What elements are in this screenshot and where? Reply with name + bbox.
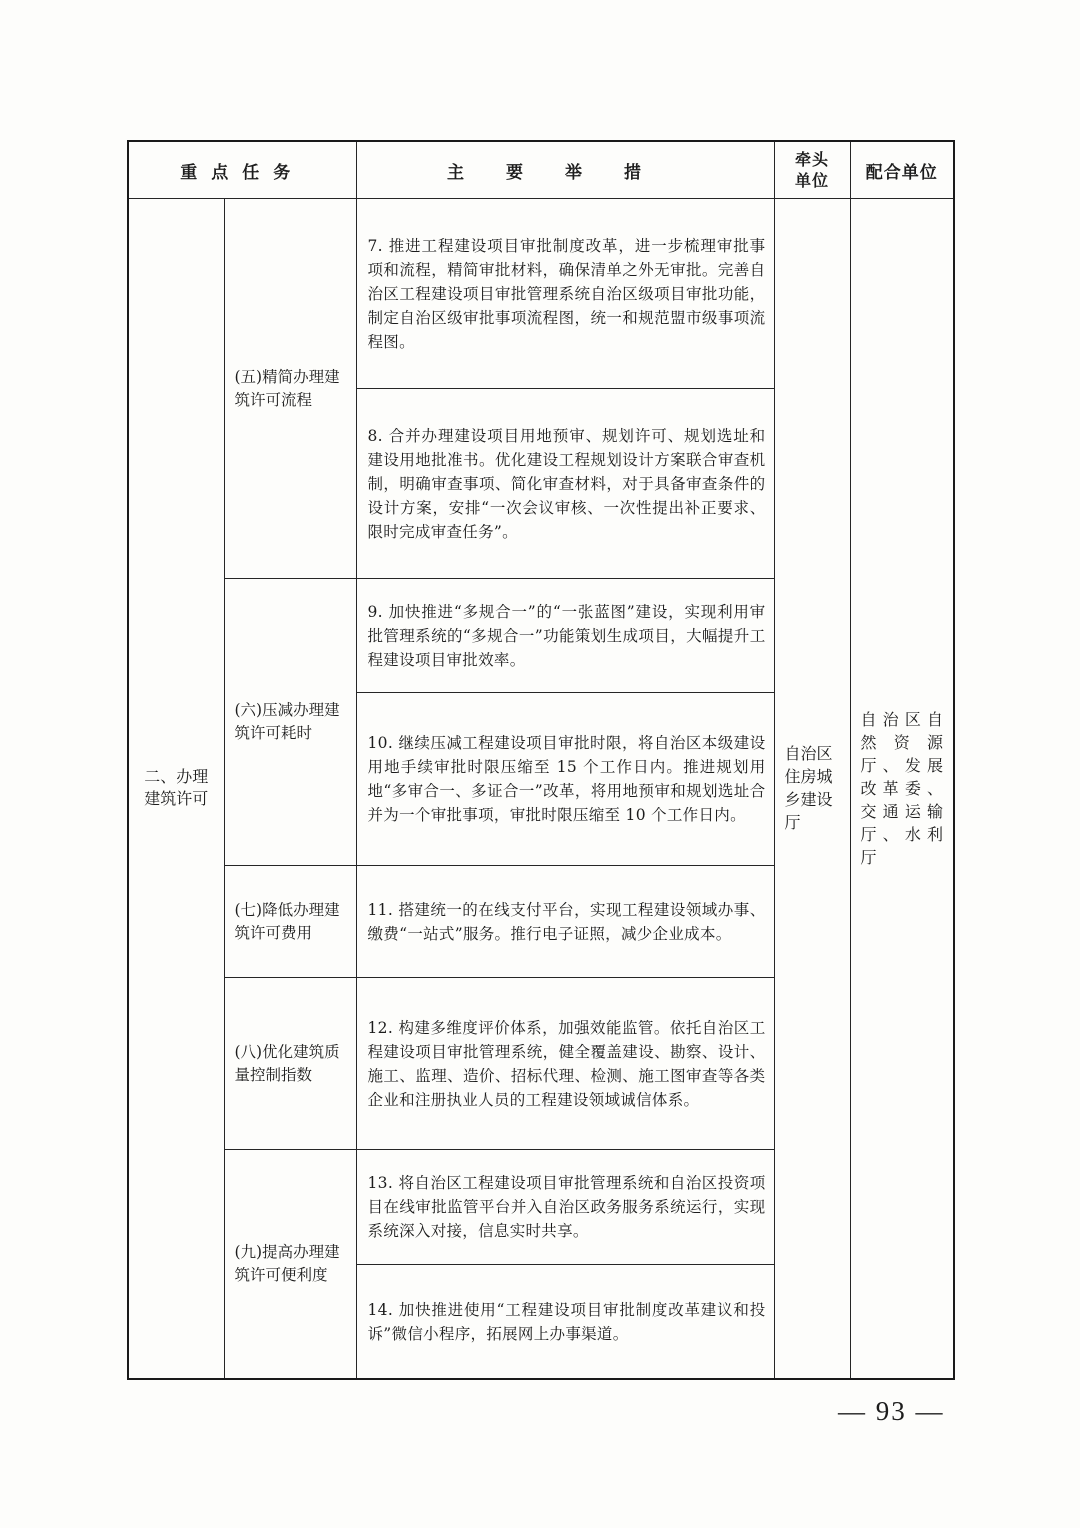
lead-unit-cell <box>774 199 850 1379</box>
header-lead-text: 牵头单位 <box>794 150 829 190</box>
measure-text: 11. 搭建统一的在线支付平台，实现工程建设领域办事、缴费“一站式”服务。推行电子证照，减少企业成本。 <box>367 900 766 943</box>
table-row <box>128 199 954 389</box>
measure-cell-10 <box>356 693 774 866</box>
header-cooperating-unit <box>850 141 954 199</box>
header-main-measures <box>356 141 774 199</box>
measure-cell-8 <box>356 389 774 579</box>
subtask-cell-6 <box>224 579 356 866</box>
subtask-cell-7 <box>224 866 356 978</box>
measure-cell-14 <box>356 1265 774 1379</box>
subtask-cell-5 <box>224 199 356 579</box>
measure-cell-12 <box>356 978 774 1150</box>
subtask-cell-8 <box>224 978 356 1150</box>
subtask-cell-9 <box>224 1150 356 1379</box>
measure-cell-13 <box>356 1150 774 1265</box>
measure-cell-7 <box>356 199 774 389</box>
header-key-tasks <box>128 141 356 199</box>
lead-unit-text: 自治区住房城乡建设厅 <box>784 744 833 833</box>
measure-text: 14. 加快推进使用“工程建设项目审批制度改革建议和投诉”微信小程序，拓展网上办事渠道。 <box>367 1300 766 1343</box>
measure-text: 8. 合并办理建设项目用地预审、规划许可、规划选址和建设用地批准书。优化建设工程规划设计方案联合审查机制，明确审查事项、简化审查材料，对于具备审查条件的设计方案，安排“一次会议审核、一次性提出补正要求、限时完成审查任务”。 <box>367 426 766 541</box>
header-cooperate-text: 配合单位 <box>865 162 938 183</box>
table-header-row <box>128 141 954 199</box>
subtask-name: (六)压减办理建筑许可耗时 <box>234 701 340 742</box>
page-number: — 93 — <box>838 1396 945 1426</box>
header-lead-unit <box>774 141 850 199</box>
measure-cell-11 <box>356 866 774 978</box>
cooperating-unit-cell <box>850 199 954 1379</box>
subtask-name: (七)降低办理建筑许可费用 <box>234 900 340 942</box>
measure-cell-9 <box>356 579 774 693</box>
header-task-text: 重点任务 <box>180 162 305 183</box>
measures-table <box>127 140 955 1380</box>
header-measures-text: 主要举措 <box>447 162 683 183</box>
category-cell <box>128 199 224 1379</box>
measure-text: 9. 加快推进“多规合一”的“一张蓝图”建设，实现利用审批管理系统的“多规合一”功能策划生成项目，大幅提升工程建设项目审批效率。 <box>367 602 766 669</box>
measure-text: 12. 构建多维度评价体系，加强效能监管。依托自治区工程建设项目审批管理系统，健全覆盖建设、勘察、设计、施工、监理、造价、招标代理、检测、施工图审查等各类企业和注册执业人员的工程建设领域诚信体系。 <box>367 1018 766 1109</box>
measure-text: 13. 将自治区工程建设项目审批管理系统和自治区投资项目在线审批监管平台并入自治区政务服务系统运行，实现系统深入对接，信息实时共享。 <box>367 1174 766 1240</box>
cooperating-unit-text: 自治区自然资源厅、发展改革委、交通运输厅、水利厅 <box>860 709 945 867</box>
subtask-name: (九)提高办理建筑许可便利度 <box>234 1243 340 1284</box>
subtask-name: (八)优化建筑质量控制指数 <box>234 1042 340 1084</box>
subtask-name: (五)精简办理建筑许可流程 <box>234 367 340 409</box>
category-text: 二、办理建筑许可 <box>144 767 209 809</box>
measure-text: 7. 推进工程建设项目审批制度改革，进一步梳理审批事项和流程，精简审批材料，确保清单之外无审批。完善自治区工程建设项目审批管理系统自治区级项目审批功能，制定自治区级审批事项流程图，统一和规范盟市级事项流程图。 <box>367 236 766 351</box>
measure-text: 10. 继续压减工程建设项目审批时限，将自治区本级建设用地手续审批时限压缩至 15 个工作日内。推进规划用地“多审合一、多证合一”改革，将用地预审和规划选址合并为一个审批事项，审批时限压缩至 10 个工作日内。 <box>367 734 766 824</box>
